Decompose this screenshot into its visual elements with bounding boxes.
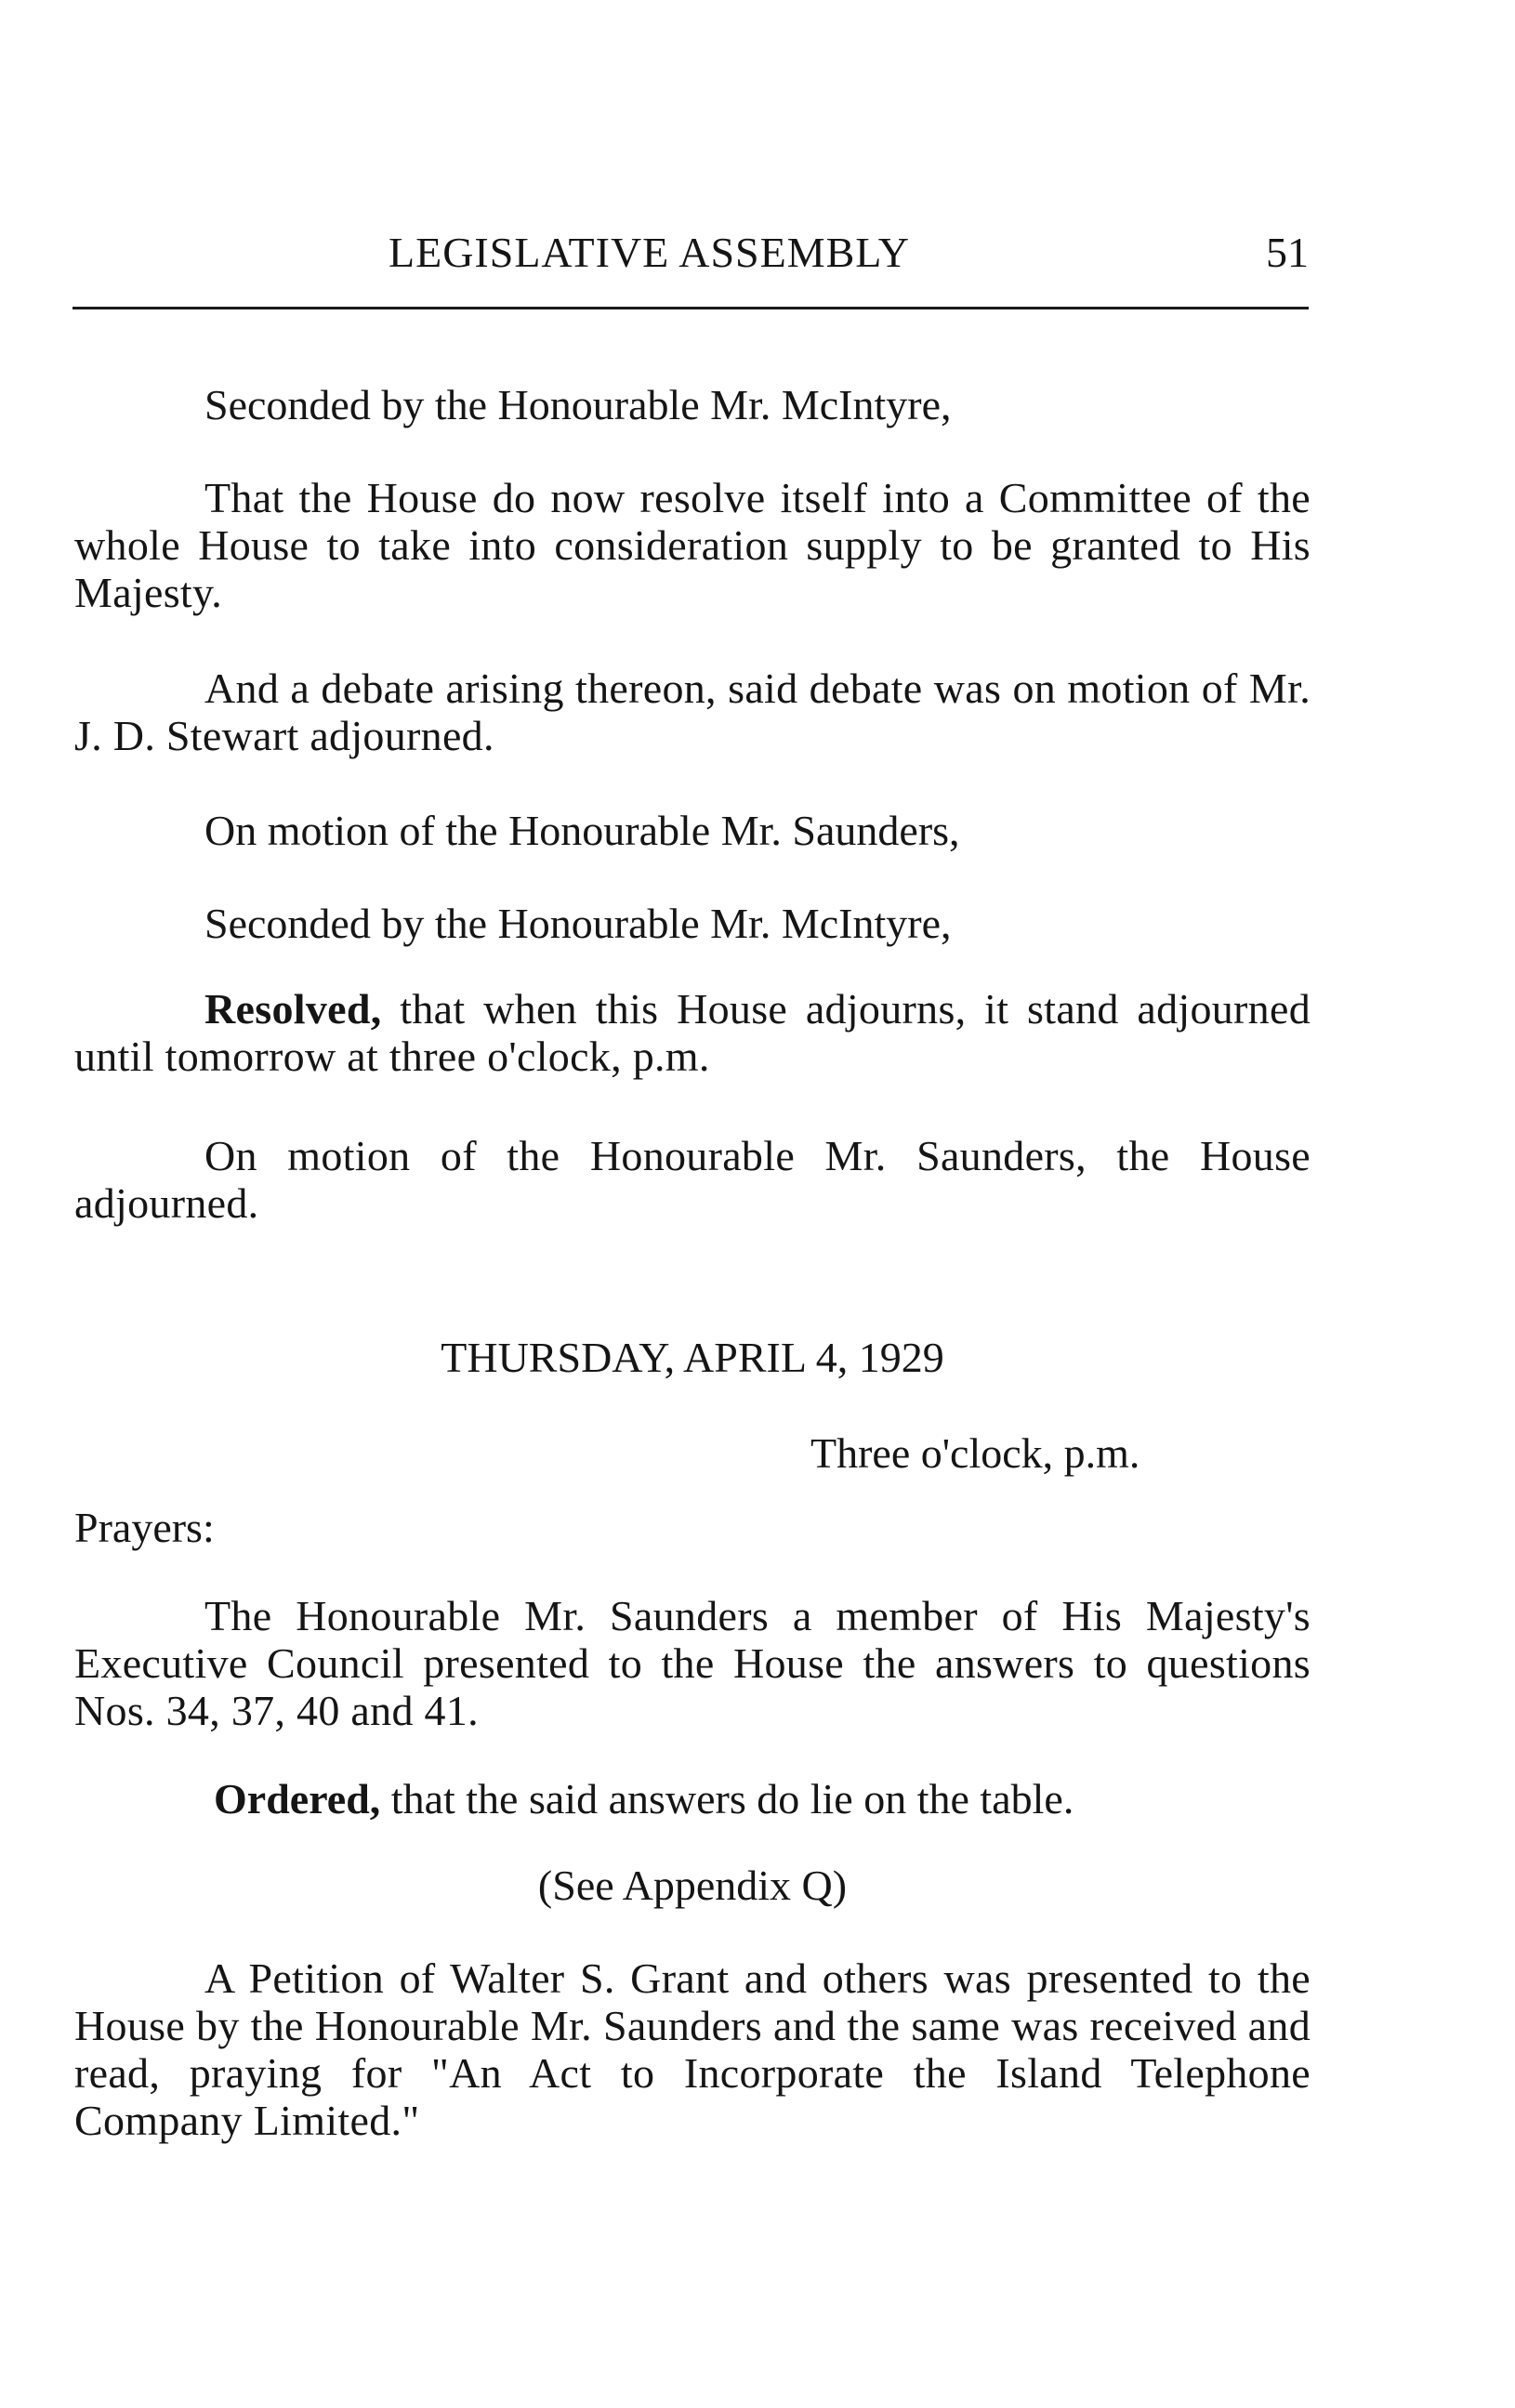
committee-motion-paragraph: That the House do now resolve itself into a Committee of the whole House to take into consideration supply to be granted to His Majesty. <box>74 474 1311 616</box>
answers-paragraph: The Honourable Mr. Saunders a member of His Majesty's Executive Council presented to the House the answers to questions Nos. 34, 37, 40 and 41. <box>74 1592 1311 1734</box>
resolved-text: that when this House adjourns, it stand adjourned until tomorrow at three o'clock, p.m. <box>74 985 1311 1080</box>
seconded-paragraph-2: Seconded by the Honourable Mr. McIntyre, <box>204 900 952 947</box>
page-header <box>72 228 1309 293</box>
seconded-paragraph-1: Seconded by the Honourable Mr. McIntyre, <box>204 381 952 428</box>
resolved-paragraph <box>74 985 1311 1080</box>
petition-paragraph: A Petition of Walter S. Grant and others was presented to the House by the Honourable Mr. Saunders and the same was received and read, praying for "An Act to Incorporate the Island Telephone Company Limited." <box>74 1954 1311 2144</box>
motion-saunders-paragraph: On motion of the Honourable Mr. Saunders, <box>204 807 960 854</box>
running-title: LEGISLATIVE ASSEMBLY <box>389 229 911 276</box>
appendix-reference: (See Appendix Q) <box>537 1862 848 1909</box>
date-heading: THURSDAY, APRIL 4, 1929 <box>441 1334 944 1381</box>
debate-paragraph: And a debate arising thereon, said debate was on motion of Mr. J. D. Stewart adjourned. <box>74 665 1311 759</box>
session-time: Three o'clock, p.m. <box>810 1429 1140 1477</box>
ordered-paragraph <box>214 1775 1074 1822</box>
ordered-text: that the said answers do lie on the table. <box>380 1775 1074 1822</box>
ordered-lead: Ordered, <box>214 1775 381 1822</box>
page-number: 51 <box>1266 229 1309 276</box>
prayers-label: Prayers: <box>74 1504 215 1551</box>
header-rule <box>72 307 1309 309</box>
resolved-lead: Resolved, <box>204 985 382 1033</box>
adjourned-paragraph: On motion of the Honourable Mr. Saunders, the House adjourned. <box>74 1132 1311 1227</box>
